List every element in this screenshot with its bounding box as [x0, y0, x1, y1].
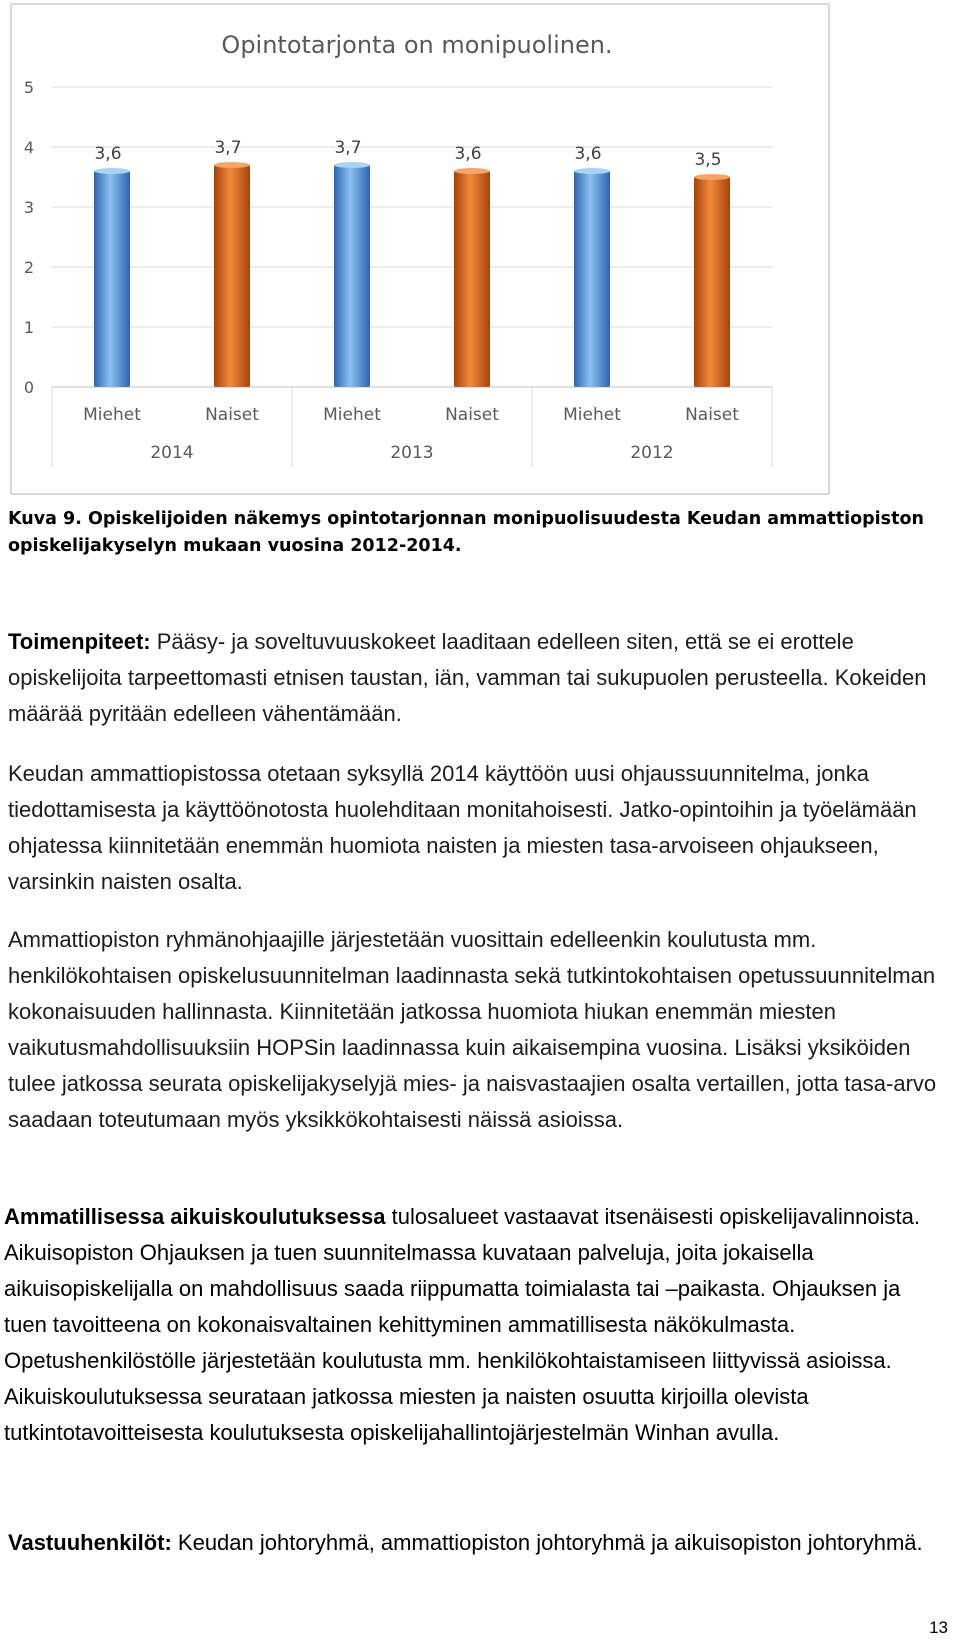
x-group-label: 2013	[390, 443, 434, 463]
data-label: 3,5	[694, 150, 722, 170]
data-label: 3,6	[574, 144, 602, 164]
paragraph-text: tulosalueet vastaavat itsenäisesti opiskelijavalinnoista. Aikuisopiston Ohjauksen ja tuen suunnitelmassa kuvataan palveluja, joita jokaisella aikuisopiskelijalla on mahdollisuus saada riippumatta toimialasta tai –paikasta. Ohjauksen ja tuen tavoitteena on kokonaisvaltainen kehittyminen ammatillisesta näkökulmasta. Opetushenkilöstölle järjestetään koulutusta mm. henkilökohtaistamiseen liittyvissä asioissa. Aikuiskoulutuksessa seurataan jatkossa miesten ja naisten osuutta kirjoilla olevista tutkintotavoitteisesta koulutuksesta opiskelijahallintojärjestelmän Winhan avulla.	[4, 1204, 920, 1445]
bar-chart	[10, 3, 830, 495]
data-label: 3,6	[94, 144, 122, 164]
chart-title: Opintotarjonta on monipuolinen.	[221, 31, 613, 59]
bar-miehet	[574, 171, 610, 387]
bar-cap	[214, 162, 250, 168]
paragraph-lead: Ammatillisessa aikuiskoulutuksessa	[4, 1204, 386, 1229]
x-category-label: Miehet	[323, 405, 381, 425]
paragraph-text: Pääsy- ja soveltuvuuskokeet laaditaan edelleen siten, että se ei erottele opiskelijoita tarpeettomasti etnisen taustan, iän, vamman tai sukupuolen perusteella. Kokeiden määrää pyritään edelleen vähentämään.	[8, 629, 927, 726]
bar-cap	[574, 168, 610, 174]
y-tick-label: 4	[23, 138, 34, 157]
paragraph-ohjaussuunnitelma: Keudan ammattiopistossa otetaan syksyllä 2014 käyttöön uusi ohjaussuunnitelma, jonka tiedottamisesta ja käyttöönotosta huolehditaan monitahoisesti. Jatko-opintoihin ja työelämään ohjatessa kiinnitetään enemmän huomiota naisten ja miesten tasa-arvoiseen ohjaukseen, varsinkin naisten osalta.	[8, 761, 917, 894]
paragraph-ryhmanohjaajat: Ammattiopiston ryhmänohjaajille järjestetään vuosittain edelleenkin koulutusta mm. henkilökohtaisen opiskelusuunnitelman laadinnasta sekä tutkintokohtaisen opetussuunnitelman kokonaisuuden hallinnasta. Kiinnitetään jatkossa huomiota hiukan enemmän miesten vaikutusmahdollisuuksiin HOPSin laadinnassa kuin aikaisempina vuosina. Lisäksi yksiköiden tulee jatkossa seurata opiskelijakyselyjä mies- ja naisvastaajien osalta vertaillen, jotta tasa-arvo saadaan toteutumaan myös yksikkökohtaisesti näissä asioissa.	[8, 927, 937, 1132]
bar-miehet	[94, 171, 130, 387]
paragraph-lead: Vastuuhenkilöt:	[8, 1530, 172, 1555]
page-number: 13	[929, 1618, 948, 1637]
y-tick-label: 3	[23, 198, 34, 217]
y-tick-label: 5	[23, 78, 34, 97]
x-group-label: 2012	[630, 443, 674, 463]
x-category-label: Naiset	[205, 405, 259, 425]
bar-miehet	[334, 165, 370, 387]
bar-cap	[94, 168, 130, 174]
y-tick-label: 0	[23, 378, 34, 397]
bar-naiset	[454, 171, 490, 387]
bar-cap	[334, 162, 370, 168]
bar-naiset	[694, 177, 730, 387]
x-category-label: Miehet	[563, 405, 621, 425]
paragraph-text: Keudan johtoryhmä, ammattiopiston johtoryhmä ja aikuisopiston johtoryhmä.	[171, 1530, 923, 1555]
chart-svg	[12, 5, 828, 493]
figure-caption: Kuva 9. Opiskelijoiden näkemys opintotarjonnan monipuolisuudesta Keudan ammattiopiston opiskelijakyselyn mukaan vuosina 2012-2014.	[8, 509, 924, 556]
bar-cap	[694, 174, 730, 180]
x-category-label: Miehet	[83, 405, 141, 425]
y-tick-label: 1	[23, 318, 34, 337]
bar-naiset	[214, 165, 250, 387]
paragraph-lead: Toimenpiteet:	[8, 629, 151, 654]
x-category-label: Naiset	[445, 405, 499, 425]
bar-cap	[454, 168, 490, 174]
data-label: 3,6	[454, 144, 482, 164]
x-group-label: 2014	[150, 443, 194, 463]
paragraph-aikuiskoulutus	[4, 1199, 949, 1451]
paragraph-vastuuhenkilot	[8, 1525, 953, 1561]
paragraph-toimenpiteet	[8, 624, 953, 732]
x-category-label: Naiset	[685, 405, 739, 425]
data-label: 3,7	[334, 138, 362, 158]
data-label: 3,7	[214, 138, 242, 158]
y-tick-label: 2	[23, 258, 34, 277]
